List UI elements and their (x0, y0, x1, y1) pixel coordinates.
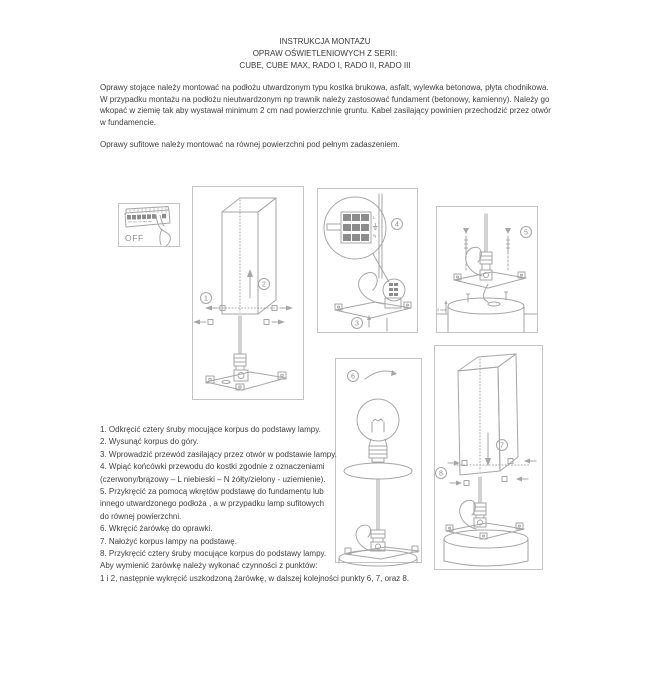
title-line-3: CUBE, CUBE MAX, RADO I, RADO II, RADO III (239, 61, 411, 70)
ceiling-paragraph: Oprawy sufitowe należy montować na równej powierzchni pod pełnym zadaszeniem. (100, 140, 400, 149)
step-6-number: 6 (351, 373, 355, 381)
step-1-number: 1 (204, 295, 208, 303)
instruction-line: (czerwony/brązowy – L niebieski – N żółty/zielony - uziemienie). (100, 474, 326, 484)
intro-paragraph: Oprawy stojące należy montować na podłożu utwardzonym typu kostka brukowa, asfalt, wylewka betonowa, płyta chodnikowa. W przypadku montażu na podłożu nieutwardzonym np trawnik należy zastosować fundament (betonowy, kamienny). Należy go wkopać w ziemię tak aby wystawał minimum 2 cm nad powierzchnie gruntu. Kabel zasilający powinien przechodzić przez otwór w fundamencie. (100, 83, 551, 127)
live-wire-label: L (373, 215, 376, 220)
instruction-line: do równej powierzchni. (100, 511, 182, 521)
step-6-marker (348, 370, 398, 382)
instruction-line: 3. Wprowadzić przewód zasilający przez otwór w podstawie lampy. (100, 449, 337, 459)
step-8-number: 8 (439, 470, 443, 478)
slide-up-arrow (247, 269, 253, 298)
step-7-marker (497, 440, 508, 451)
zoom-pointer-line (373, 254, 389, 282)
panel-step-5-diagram (436, 206, 538, 333)
instruction-line: 5. Przykręcić za pomocą wkrętów podstawę do fundamentu lub (100, 487, 324, 497)
post-base-foundation (444, 477, 528, 566)
step-5-number: 5 (524, 229, 528, 237)
panel-step-3-4-diagram (317, 188, 418, 333)
power-off-inset-diagram (118, 203, 180, 247)
lamp-body-cube (454, 354, 530, 475)
instruction-line: Aby wymienić żarówkę należy wykonać czynności z punktów: (100, 561, 318, 571)
title-line-2: OPRAW OŚWIETLENIOWYCH Z SERII: (252, 49, 398, 58)
instruction-line: 1 i 2, następnie wykręcić uszkodzoną żarówkę, w dalszej kolejności punkty 6, 7, oraz 8. (100, 573, 410, 583)
instruction-line: innego utwardzonego podłoża , a w przypadku lamp sufitowych (100, 499, 325, 509)
ground-symbol-icon (373, 224, 377, 230)
panel-step-7-8-diagram (434, 345, 543, 570)
lower-down-arrow (485, 433, 491, 466)
height-above-ground-dimension (437, 300, 448, 313)
base-plate-with-cable (335, 273, 411, 331)
step-4-marker (392, 219, 403, 230)
terminal-block-cells (343, 214, 369, 241)
off-label: OFF (125, 233, 144, 243)
instruction-line: 6. Wkręcić żarówkę do oprawki. (100, 524, 213, 534)
foundation-height-label: 2 cm (437, 307, 446, 312)
step-7-number: 7 (500, 442, 504, 450)
step-2-number: 2 (262, 281, 266, 289)
instruction-line: 1. Odkręcić cztery śruby mocujące korpus do podstawy lampy. (100, 425, 321, 434)
threaded-post-and-base (206, 316, 286, 390)
title-line-1: INSTRUKCJA MONTAŻU (279, 37, 371, 46)
step-1-marker (201, 293, 212, 304)
page-title (0, 36, 650, 72)
step-2-marker (259, 279, 270, 290)
concrete-foundation (437, 292, 537, 332)
terminal-block-zoom (324, 197, 386, 259)
instruction-line: 2. Wysunąć korpus do góry. (100, 437, 199, 447)
instruction-list (100, 424, 440, 585)
instruction-line: 8. Przykręcić cztery śruby mocujące korpus do podstawy lampy. (100, 549, 327, 559)
step-5-marker (521, 227, 532, 238)
instruction-line: 4. Wpiąć końcówki przewodu do kostki zgodnie z oznaczeniami (100, 462, 325, 472)
neutral-wire-label: N (373, 233, 377, 239)
cable-lines (485, 214, 487, 252)
pointing-hand-icon (156, 215, 170, 246)
instruction-line: 7. Nałożyć korpus lampy na podstawę. (100, 536, 237, 546)
step-4-number: 4 (395, 221, 399, 229)
panel-step-1-2-diagram (192, 186, 304, 400)
step-3-number: 3 (355, 320, 359, 328)
lamp-body-cube (216, 198, 286, 314)
